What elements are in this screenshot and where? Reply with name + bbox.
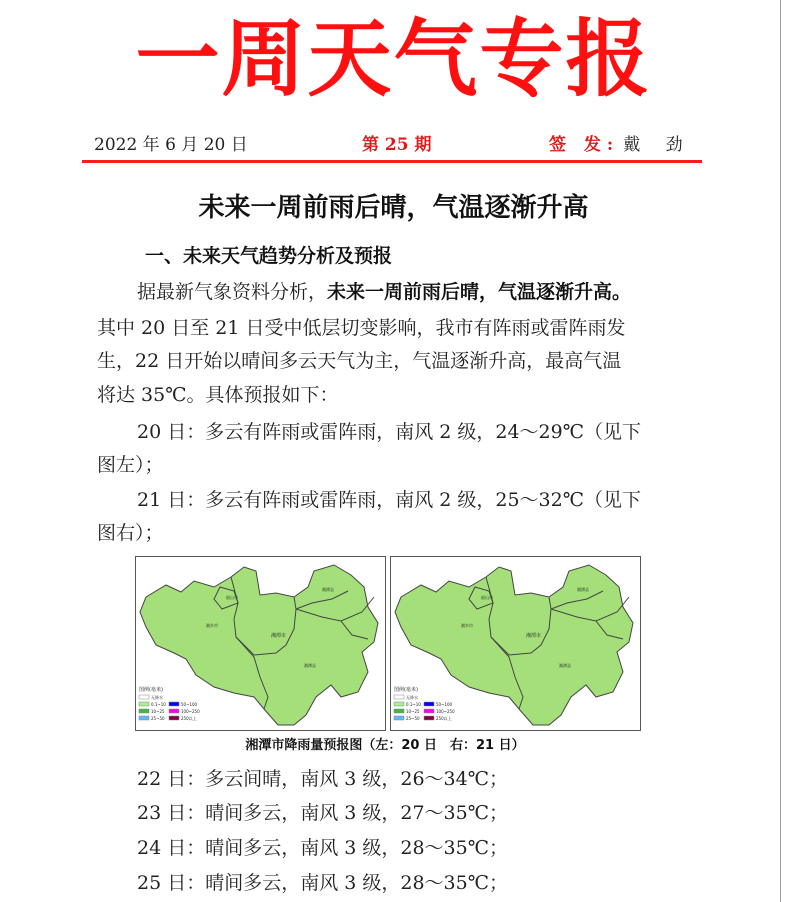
map-label-xiangtan-county-north: 湘潭县	[577, 587, 589, 592]
intro-paragraph-line4: 将达 35℃。具体预报如下：	[97, 384, 339, 406]
rainfall-maps	[135, 556, 643, 731]
region-fill	[140, 565, 378, 725]
map-label-xiangxiang: 湘乡市	[206, 623, 218, 628]
intro-paragraph-line2: 其中 20 日至 21 日受中低层切变影响，我市有阵雨或雷阵雨发	[97, 317, 626, 339]
legend-label-3: 25~50	[151, 716, 165, 721]
intro-lead: 据最新气象资料分析，	[137, 281, 328, 303]
intro-bold: 未来一周前雨后晴，气温逐渐升高。	[327, 281, 632, 303]
legend-label-0: 无降水	[406, 695, 418, 700]
legend-swatch-4	[424, 702, 434, 706]
legend-label-4: 50~100	[436, 702, 453, 707]
legend-swatch-2	[139, 709, 149, 713]
legend-swatch-0	[394, 695, 404, 699]
forecast-20-line2: 图左）；	[97, 454, 164, 476]
daily-forecast-25: 25 日：晴间多云，南风 3 级，28～35℃；	[137, 872, 508, 894]
region-fill	[395, 565, 633, 725]
headline: 未来一周前雨后晴，气温逐渐升高	[198, 193, 589, 223]
daily-forecast-22: 22 日：多云间晴，南风 3 级，26～34℃；	[137, 768, 508, 790]
daily-forecast-24: 24 日：晴间多云，南风 3 级，28～35℃；	[137, 837, 508, 859]
map-label-xiangtan-city: 湘潭市	[271, 633, 287, 639]
forecast-20-line1: 20 日：多云有阵雨或雷阵雨，南风 2 级，24～29℃（见下	[137, 421, 641, 443]
legend-label-6: 250以上	[181, 716, 197, 721]
legend-swatch-5	[424, 709, 434, 713]
legend-label-0: 无降水	[151, 695, 163, 700]
legend-label-6: 250以上	[436, 716, 452, 721]
legend-swatch-6	[169, 716, 179, 720]
legend-label-1: 0.1~10	[151, 702, 166, 707]
rainfall-map-day20	[135, 556, 386, 731]
intro-paragraph-line1	[137, 275, 631, 309]
map-label-xiangxiang: 湘乡市	[461, 623, 473, 628]
legend-swatch-0	[139, 695, 149, 699]
issue-info-row	[94, 133, 694, 157]
legend-swatch-6	[424, 716, 434, 720]
forecast-21-line1: 21 日：多云有阵雨或雷阵雨，南风 2 级，25～32℃（见下	[137, 489, 641, 511]
legend-title: 图例(毫米)	[394, 687, 418, 693]
forecast-21-line2: 图右）；	[97, 522, 164, 544]
issue-number: 第 25 期	[362, 135, 432, 155]
legend-label-4: 50~100	[181, 702, 198, 707]
intro-paragraph-line3: 生，22 日开始以晴间多云天气为主，气温逐渐升高，最高气温	[97, 350, 622, 372]
legend-swatch-5	[169, 709, 179, 713]
legend-swatch-2	[394, 709, 404, 713]
rainfall-map-day21	[390, 556, 641, 731]
legend-label-1: 0.1~10	[406, 702, 421, 707]
rainfall-map-day21-svg	[391, 557, 640, 730]
page-edge-rule	[780, 0, 781, 902]
legend-swatch-4	[169, 702, 179, 706]
legend-label-2: 10~25	[406, 709, 420, 714]
legend-label-3: 25~50	[406, 716, 420, 721]
legend-title: 图例(毫米)	[139, 687, 163, 693]
map-label-shaoshan: 韶山市	[226, 595, 238, 600]
map-label-shaoshan: 韶山市	[481, 595, 493, 600]
header-divider	[82, 160, 702, 163]
legend-swatch-1	[139, 702, 149, 706]
signer-label: 签 发:	[549, 135, 620, 155]
map-label-xiangtan-county: 湘潭县	[304, 663, 316, 668]
daily-forecast-23: 23 日：晴间多云，南风 3 级，27～35℃；	[137, 802, 508, 824]
rainfall-map-day20-svg	[136, 557, 385, 730]
legend-swatch-1	[394, 702, 404, 706]
signer	[549, 133, 693, 157]
map-label-xiangtan-city: 湘潭市	[526, 633, 542, 639]
section-heading: 一、未来天气趋势分析及预报	[145, 245, 393, 267]
issue-date: 2022 年 6 月 20 日	[94, 135, 248, 155]
legend-swatch-3	[139, 716, 149, 720]
legend-label-5: 100~250	[436, 709, 455, 714]
map-caption: 湘潭市降雨量预报图（左：20 日 右：21 日）	[245, 738, 525, 753]
legend-label-5: 100~250	[181, 709, 200, 714]
signer-name: 戴 劲	[623, 135, 693, 155]
legend-swatch-3	[394, 716, 404, 720]
map-label-xiangtan-county: 湘潭县	[559, 663, 571, 668]
masthead-title: 一周天气专报	[135, 10, 652, 108]
legend-label-2: 10~25	[151, 709, 165, 714]
map-label-xiangtan-county-north: 湘潭县	[322, 587, 334, 592]
